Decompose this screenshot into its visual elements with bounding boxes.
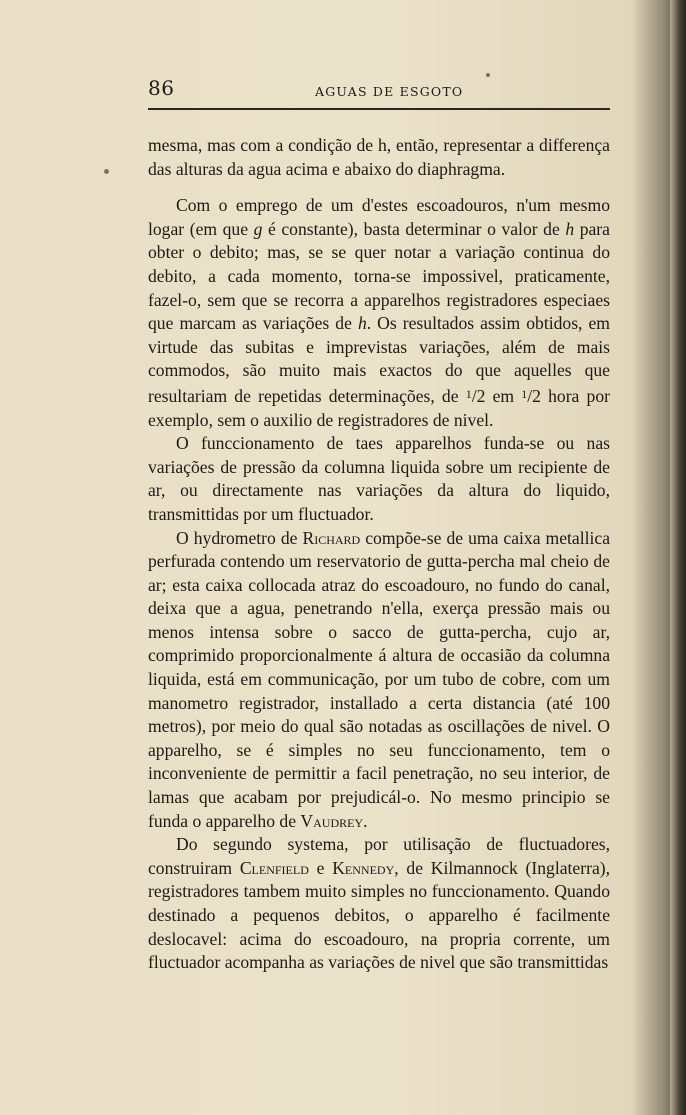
fraction-numerator: 1: [521, 386, 528, 401]
paragraph-1: [148, 134, 610, 181]
paragraph-text: . Os resultados assim obtidos, em virtude das subitas e imprevistas variações, além de mais commodos, são muito mais exactos do que aquelles que resultariam de repetidas determinações, de: [148, 313, 610, 406]
paragraph-text: compõe-se de uma caixa metallica perfurada contendo um reservatorio de gutta-percha mal cheio de ar; esta caixa collocada atraz do escoadouro, no fundo do canal, deixa que a agua, penetrando n'ella, exerça pressão mais ou menos intensa sobre o sacco de gutta-percha, cujo ar, comprimido proporcionalmente á altura de occasião da columna liquida, está em communicação, por um tubo de cobre, com um manometro registrador, installado a certa distancia (até 100 metros), por meio do qual são notadas as oscillações de nivel. O apparelho, se é simples no seu funccionamento, tem o inconveniente de permittir a facil penetração, no seu interior, de lamas que acabam por prejudicál-o. No mesmo principio se funda o apparelho de: [148, 527, 611, 831]
paragraph-text: para obter o debito; mas, se se quer notar a variação continua do debito, a cada momento, torna-se impossivel, praticamente, fazel-o, sem que se recorra a apparelhos registradores especiaes que marcam as variações de: [148, 218, 610, 334]
paragraph-text: Do segundo systema, por utilisação de fluctuadores, construiram: [148, 834, 610, 878]
paragraph-text: O hydrometro de: [176, 527, 303, 548]
paragraph-text: e: [308, 857, 333, 878]
paragraph-text: O funccionamento de taes apparelhos funda-se ou nas variações de pressão da columna liquida sobre um recipiente de ar, ou directamente nas variações da altura do liquido, transmittidas por um fluctuador.: [148, 433, 610, 524]
person-name: Kennedy: [332, 857, 395, 878]
paragraph-text: Com o emprego de um d'estes escoadouros, n'um mesmo logar (em que: [148, 195, 610, 239]
page-number: 86: [148, 76, 175, 100]
person-name: Vaudrey: [300, 810, 364, 831]
paragraph-2: [148, 194, 610, 432]
header-rule: [148, 108, 610, 110]
person-name: Richard: [302, 527, 361, 548]
paragraph-text: .: [363, 810, 368, 831]
paragraph-text: mesma, mas com a condição de h, então, representar a differença das alturas da agua acima e abaixo do diaphragma.: [148, 135, 610, 179]
paragraph-text: /2 hora por exemplo, sem o auxilio de registradores de nivel.: [148, 385, 610, 430]
paragraph-text: é constante), basta determinar o valor de: [262, 218, 566, 239]
paragraph-text: /2 em: [471, 385, 522, 406]
paragraph-5: [148, 833, 610, 975]
paper-speck: [104, 169, 109, 174]
math-variable: h: [565, 218, 575, 239]
page-edge-shadow: [670, 0, 686, 1115]
paragraph-3: [148, 432, 610, 526]
person-name: Clenfield: [239, 857, 309, 878]
math-variable: g: [253, 218, 263, 239]
paragraph-4: [148, 527, 610, 834]
page-header: [148, 76, 610, 106]
fraction-numerator: 1: [465, 386, 472, 401]
running-title: AGUAS DE ESGOTO: [315, 84, 464, 99]
body-text: [148, 134, 610, 975]
math-variable: h: [357, 313, 367, 334]
paragraph-text: , de Kilmannock (Inglaterra), registradores tambem muito simples no funccionamento. Quando destinado a pequenos debitos, o apparelho é facilmente deslocavel: acima do escoadouro, na propria corrente, um fluctuador acompanha as variações de nivel que são transmittidas: [148, 857, 611, 973]
